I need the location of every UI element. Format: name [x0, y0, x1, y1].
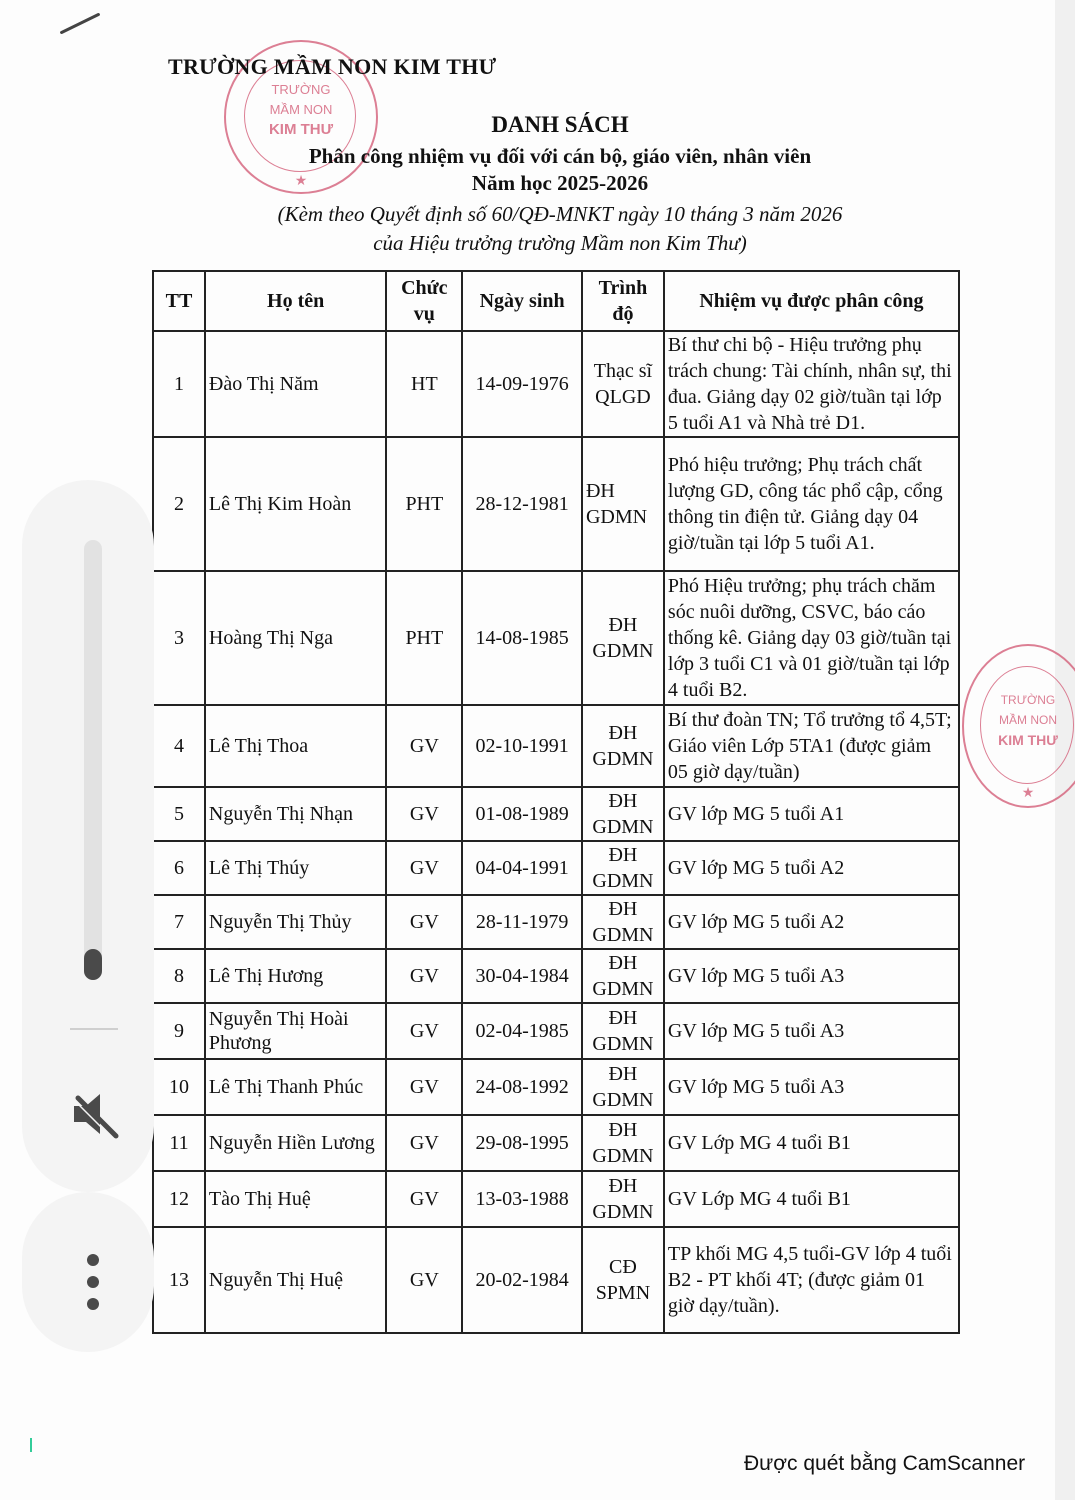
cell-name: Lê Thị Thúy	[205, 841, 386, 895]
cell-level: ĐH GDMN	[582, 437, 664, 571]
cell-tt: 7	[153, 895, 205, 949]
cell-position: GV	[386, 895, 462, 949]
speaker-muted-icon[interactable]	[66, 1088, 126, 1140]
cell-level: ĐH GDMN	[582, 1171, 664, 1227]
table-row	[153, 437, 959, 571]
cell-position: GV	[386, 705, 462, 787]
cell-dob: 01-08-1989	[462, 787, 582, 841]
stamp-text: TRƯỜNG MẦM NON KIM THƯ	[998, 693, 1058, 748]
table-row	[153, 1003, 959, 1059]
cell-task: GV lớp MG 5 tuổi A3	[664, 1059, 959, 1115]
cell-name: Nguyễn Thị Hoài Phương	[205, 1003, 386, 1059]
cell-name: Nguyễn Thị Nhạn	[205, 787, 386, 841]
cell-name: Nguyễn Hiền Lương	[205, 1115, 386, 1171]
cell-dob: 13-03-1988	[462, 1171, 582, 1227]
cell-task: GV lớp MG 5 tuổi A2	[664, 841, 959, 895]
cell-dob: 28-11-1979	[462, 895, 582, 949]
cell-task: TP khối MG 4,5 tuổi-GV lớp 4 tuổi B2 - PT khối 4T; (được giảm 01 giờ dạy/tuần).	[664, 1227, 959, 1333]
stamp-star-icon: ★	[294, 172, 308, 188]
document-subtitle: Phân công nhiệm vụ đối với cán bộ, giáo viên, nhân viên	[308, 144, 812, 168]
cell-level: ĐH GDMN	[582, 787, 664, 841]
cell-name: Hoàng Thị Nga	[205, 571, 386, 705]
cell-task: GV lớp MG 5 tuổi A1	[664, 787, 959, 841]
cell-position: GV	[386, 949, 462, 1003]
scanner-footer-note: Được quét bằng CamScanner	[744, 1452, 1026, 1475]
column-header-position: Chức vụ	[386, 271, 462, 331]
cell-level: CĐ SPMN	[582, 1227, 664, 1333]
table-row	[153, 949, 959, 1003]
volume-panel-divider	[70, 1028, 118, 1030]
cell-tt: 12	[153, 1171, 205, 1227]
cell-dob: 02-04-1985	[462, 1003, 582, 1059]
assignment-table	[152, 270, 960, 1334]
cell-position: GV	[386, 1059, 462, 1115]
cell-name: Lê Thị Thanh Phúc	[205, 1059, 386, 1115]
cell-level: ĐH GDMN	[582, 895, 664, 949]
scan-edge-mark	[30, 1438, 32, 1452]
cell-level: ĐH GDMN	[582, 1059, 664, 1115]
table-row	[153, 571, 959, 705]
cell-position: PHT	[386, 571, 462, 705]
cell-dob: 02-10-1991	[462, 705, 582, 787]
cell-task: Bí thư đoàn TN; Tổ trưởng tổ 4,5T; Giáo viên Lớp 5TA1 (được giảm 05 giờ dạy/tuần)	[664, 705, 959, 787]
cell-name: Lê Thị Hương	[205, 949, 386, 1003]
cell-name: Tào Thị Huệ	[205, 1171, 386, 1227]
school-year: Năm học 2025-2026	[471, 171, 649, 195]
table-row	[153, 1059, 959, 1115]
school-name: TRƯỜNG MẦM NON KIM THƯ	[168, 54, 497, 79]
table-row	[153, 895, 959, 949]
cell-dob: 14-08-1985	[462, 571, 582, 705]
cell-position: GV	[386, 1227, 462, 1333]
volume-slider[interactable]	[84, 540, 102, 980]
cell-dob: 20-02-1984	[462, 1227, 582, 1333]
cell-task: GV Lớp MG 4 tuổi B1	[664, 1115, 959, 1171]
column-header-name: Họ tên	[205, 271, 386, 331]
table-row	[153, 1171, 959, 1227]
cell-tt: 4	[153, 705, 205, 787]
cell-position: GV	[386, 787, 462, 841]
cell-name: Đào Thị Năm	[205, 331, 386, 437]
cell-level: ĐH GDMN	[582, 1003, 664, 1059]
cell-task: Phó hiệu trưởng; Phụ trách chất lượng GD, công tác phổ cập, cổng thông tin điện tử. Giảng dạy 04 giờ/tuần tại lớp 5 tuổi A1.	[664, 437, 959, 571]
cell-position: GV	[386, 1171, 462, 1227]
volume-slider-fill	[84, 949, 102, 980]
table-row	[153, 841, 959, 895]
table-row	[153, 787, 959, 841]
cell-dob: 14-09-1976	[462, 331, 582, 437]
cell-tt: 5	[153, 787, 205, 841]
cell-position: GV	[386, 841, 462, 895]
cell-task: GV lớp MG 5 tuổi A3	[664, 949, 959, 1003]
stamp-star-icon: ★	[1021, 784, 1035, 800]
cell-tt: 9	[153, 1003, 205, 1059]
cell-tt: 6	[153, 841, 205, 895]
cell-level: ĐH GDMN	[582, 949, 664, 1003]
cell-dob: 30-04-1984	[462, 949, 582, 1003]
cell-tt: 10	[153, 1059, 205, 1115]
cell-position: HT	[386, 331, 462, 437]
cell-tt: 11	[153, 1115, 205, 1171]
cell-dob: 04-04-1991	[462, 841, 582, 895]
cell-dob: 29-08-1995	[462, 1115, 582, 1171]
table-row	[153, 705, 959, 787]
column-header-dob: Ngày sinh	[462, 271, 582, 331]
cell-level: ĐH GDMN	[582, 1115, 664, 1171]
cell-level: ĐH GDMN	[582, 841, 664, 895]
cell-level: ĐH GDMN	[582, 705, 664, 787]
cell-tt: 1	[153, 331, 205, 437]
cell-task: GV lớp MG 5 tuổi A3	[664, 1003, 959, 1059]
table-row	[153, 1227, 959, 1333]
cell-dob: 24-08-1992	[462, 1059, 582, 1115]
cell-tt: 13	[153, 1227, 205, 1333]
table-row	[153, 331, 959, 437]
cell-task: GV lớp MG 5 tuổi A2	[664, 895, 959, 949]
cell-tt: 2	[153, 437, 205, 571]
cell-name: Lê Thị Thoa	[205, 705, 386, 787]
column-header-level: Trình độ	[582, 271, 664, 331]
document-title: DANH SÁCH	[491, 112, 629, 137]
cell-level: Thạc sĩ QLGD	[582, 331, 664, 437]
table-header-row	[153, 271, 959, 331]
cell-name: Nguyễn Thị Thủy	[205, 895, 386, 949]
cell-task: Bí thư chi bộ - Hiệu trưởng phụ trách chung: Tài chính, nhân sự, thi đua. Giảng dạy 02 giờ/tuần tại lớp 5 tuổi A1 và Nhà trẻ D1.	[664, 331, 959, 437]
more-vertical-icon[interactable]	[80, 1254, 106, 1310]
cell-position: PHT	[386, 437, 462, 571]
cell-dob: 28-12-1981	[462, 437, 582, 571]
cell-name: Lê Thị Kim Hoàn	[205, 437, 386, 571]
table-row	[153, 1115, 959, 1171]
cell-tt: 8	[153, 949, 205, 1003]
column-header-tt: TT	[153, 271, 205, 331]
column-header-task: Nhiệm vụ được phân công	[664, 271, 959, 331]
cell-name: Nguyễn Thị Huệ	[205, 1227, 386, 1333]
decision-reference: (Kèm theo Quyết định số 60/QĐ-MNKT ngày 10 tháng 3 năm 2026 của Hiệu trưởng trường Mầm non Kim Thư)	[277, 202, 843, 255]
cell-task: GV Lớp MG 4 tuổi B1	[664, 1171, 959, 1227]
cell-task: Phó Hiệu trưởng; phụ trách chăm sóc nuôi dưỡng, CSVC, báo cáo thống kê. Giảng dạy 03 giờ/tuần tại lớp 3 tuổi C1 và 01 giờ/tuần tại lớp 4 tuổi B2.	[664, 571, 959, 705]
stamp-text: TRƯỜNG MẦM NON KIM THƯ	[268, 82, 334, 138]
cell-tt: 3	[153, 571, 205, 705]
cell-position: GV	[386, 1003, 462, 1059]
cell-position: GV	[386, 1115, 462, 1171]
cell-level: ĐH GDMN	[582, 571, 664, 705]
